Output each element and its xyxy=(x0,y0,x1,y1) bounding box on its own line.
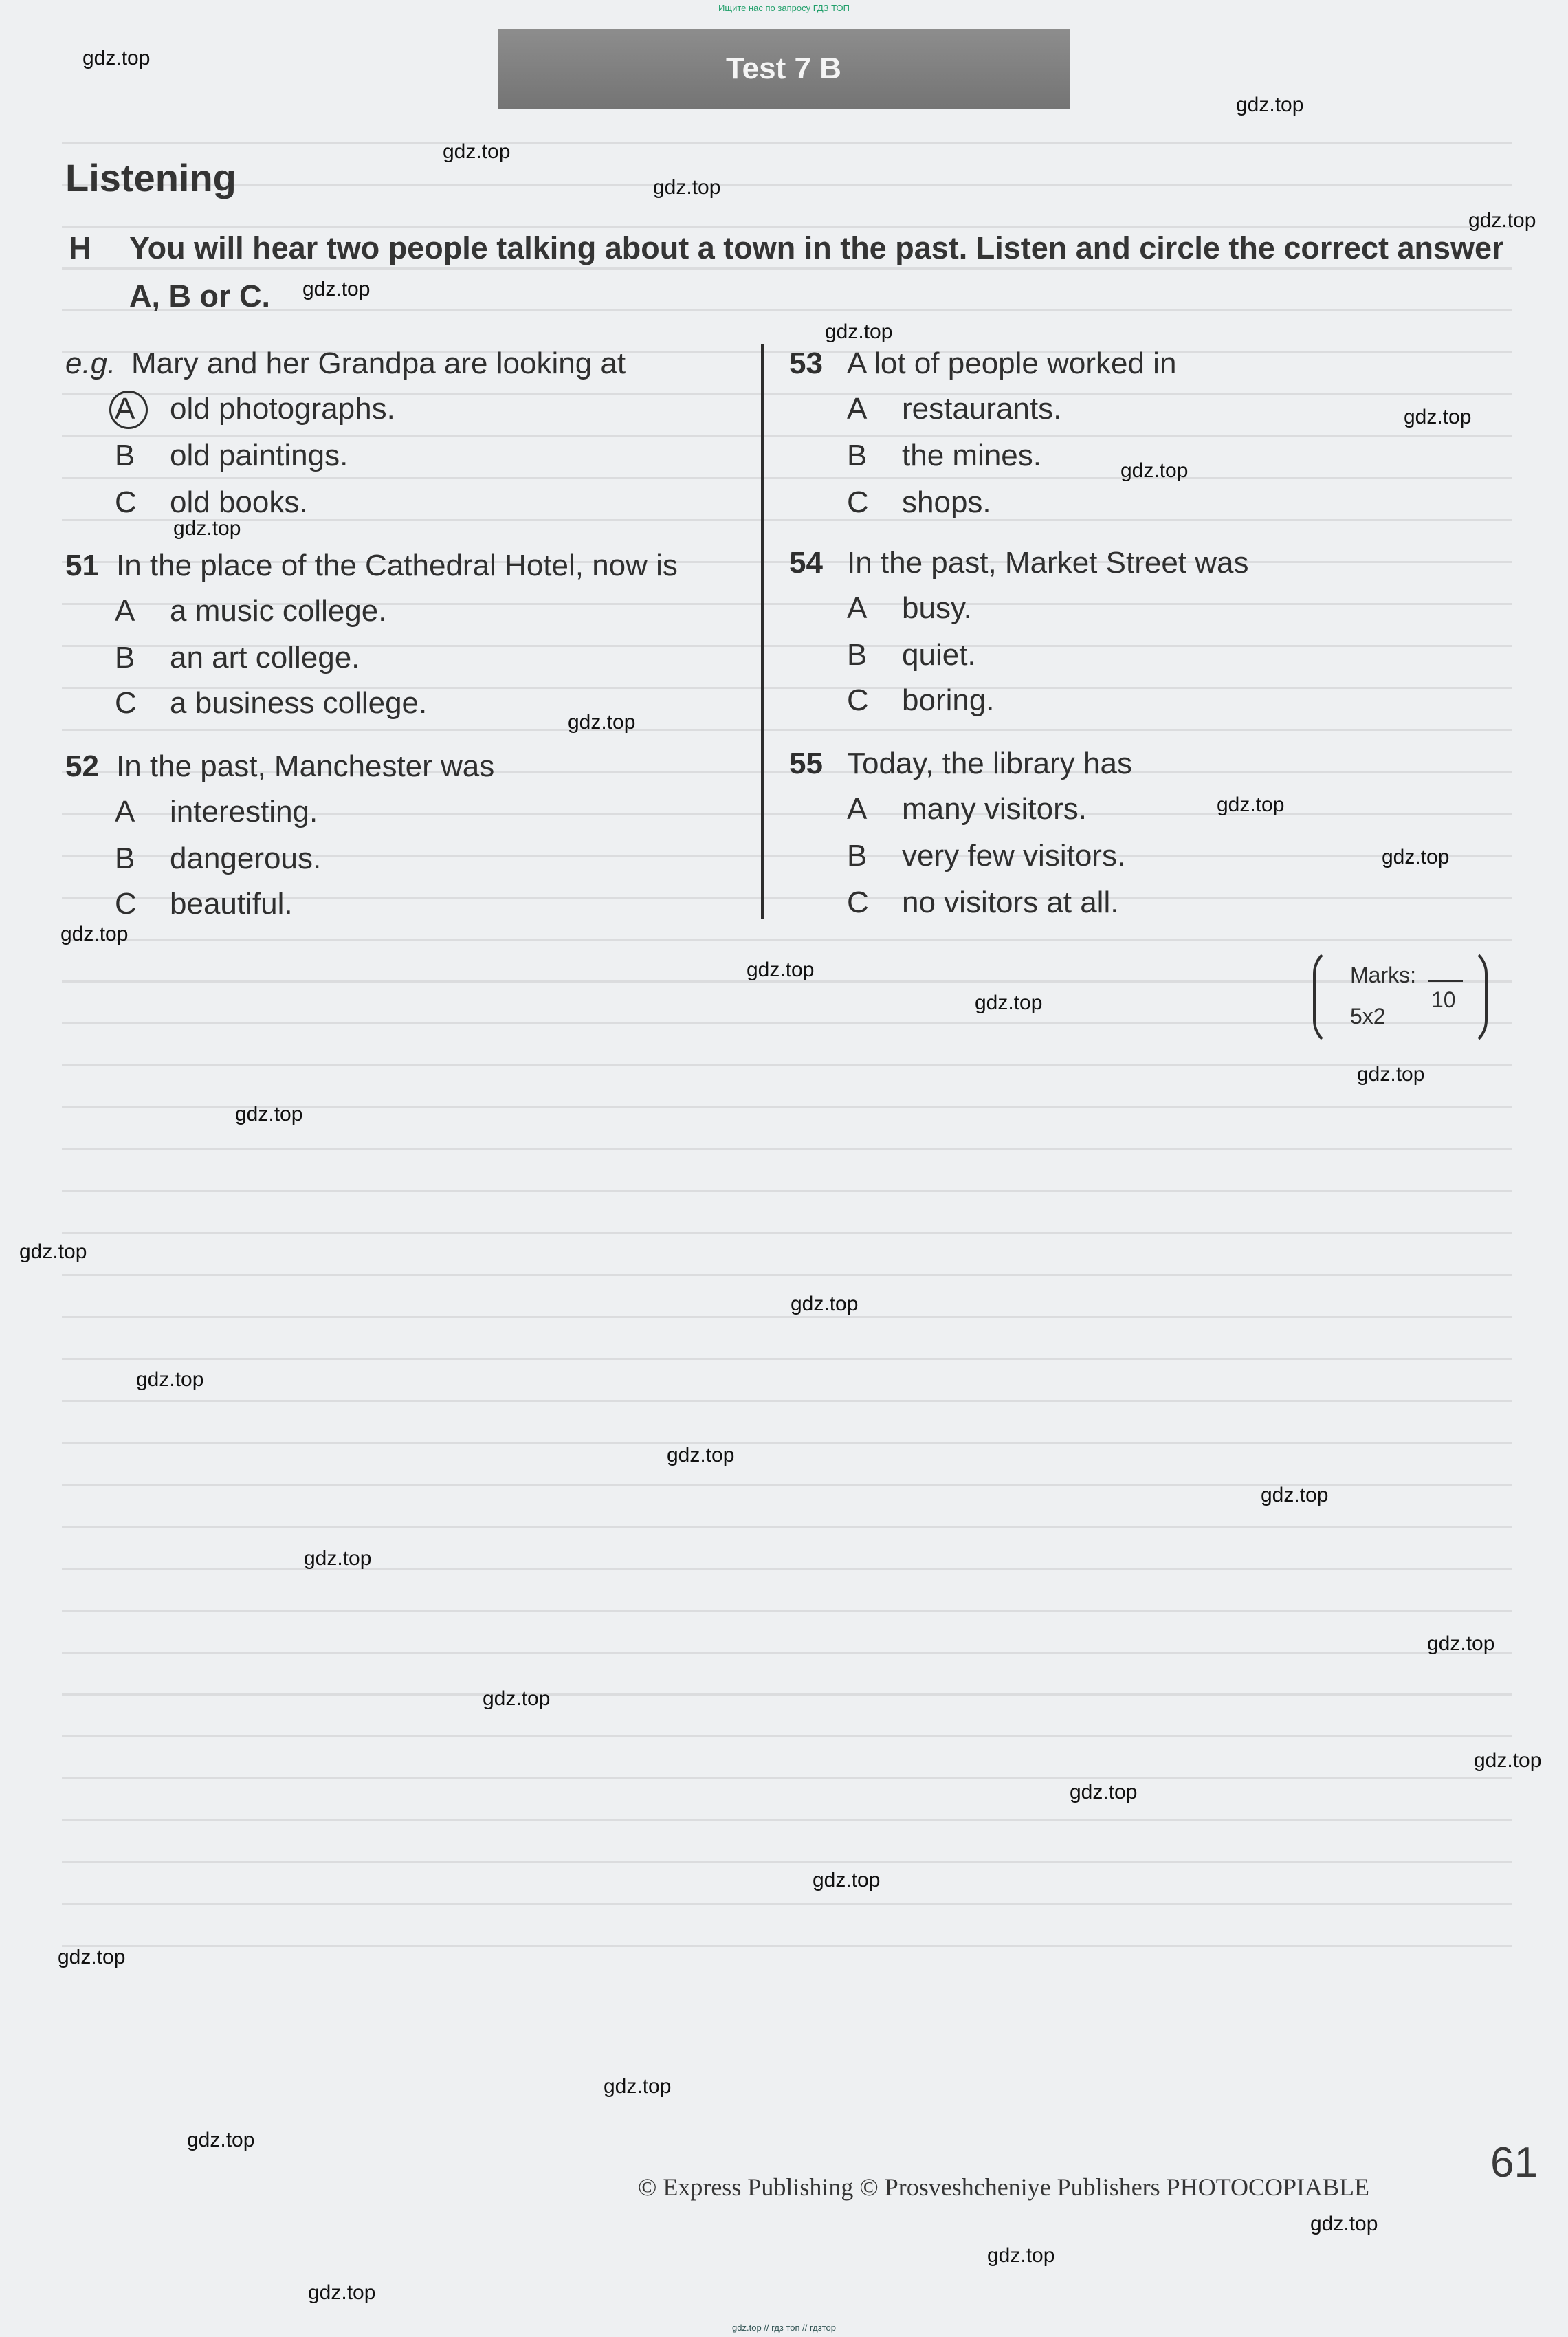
option-text: boring. xyxy=(902,683,995,717)
marks-total: 10 xyxy=(1431,987,1456,1012)
question-number: 51 xyxy=(65,549,99,582)
watermark: gdz.top xyxy=(173,517,241,540)
watermark: gdz.top xyxy=(1070,1781,1138,1803)
option-text: beautiful. xyxy=(170,887,293,921)
option-letter: C xyxy=(115,686,137,720)
question-stem: A lot of people worked in xyxy=(847,347,1177,380)
watermark: gdz.top xyxy=(747,958,815,981)
watermark: gdz.top xyxy=(604,2075,672,2098)
watermark: gdz.top xyxy=(791,1293,859,1315)
question-number: 52 xyxy=(65,749,99,783)
watermark: gdz.top xyxy=(304,1547,372,1570)
watermark: gdz.top xyxy=(19,1240,87,1263)
task-text: You will hear two people talking about a town in the past. Listen and circle the correct answer A, B or C. xyxy=(129,230,1504,314)
option-letter: A xyxy=(115,392,135,426)
section-title: Listening xyxy=(65,156,236,199)
copyright-footer: © Express Publishing © Prosveshcheniye Publishers PHOTOCOPIABLE xyxy=(638,2173,1370,2201)
option-letter: B xyxy=(847,638,868,672)
test-title-bar xyxy=(498,29,1070,109)
watermark: gdz.top xyxy=(1404,406,1472,428)
watermark: gdz.top xyxy=(308,2281,376,2304)
task-letter: H xyxy=(69,230,91,265)
option-text: restaurants. xyxy=(902,392,1062,426)
option-text: dangerous. xyxy=(170,842,322,875)
watermark: gdz.top xyxy=(667,1444,735,1467)
marks-box xyxy=(1313,946,1488,1042)
question-stem: Mary and her Grandpa are looking at xyxy=(131,347,626,380)
option-letter: A xyxy=(115,795,135,829)
question-number: 54 xyxy=(789,546,823,580)
option-letter: A xyxy=(847,392,868,426)
watermark: gdz.top xyxy=(235,1103,303,1126)
watermark: gdz.top xyxy=(568,711,636,734)
option-letter: C xyxy=(115,485,137,519)
watermark: gdz.top xyxy=(483,1687,551,1710)
watermark: gdz.top xyxy=(1427,1632,1495,1655)
option-text: many visitors. xyxy=(902,792,1087,826)
option-letter: A xyxy=(847,591,868,625)
right-bracket xyxy=(1457,946,1488,1048)
option-letter: B xyxy=(115,439,135,472)
watermark: gdz.top xyxy=(187,2129,255,2151)
option-letter: B xyxy=(115,842,135,875)
option-text: shops. xyxy=(902,485,991,519)
watermark: gdz.top xyxy=(136,1368,204,1391)
option-text: no visitors at all. xyxy=(902,886,1119,919)
watermark: gdz.top xyxy=(58,1946,126,1968)
watermark: gdz.top xyxy=(1357,1063,1425,1086)
option-letter: C xyxy=(115,887,137,921)
page-number: 61 xyxy=(1490,2139,1538,2186)
marks-calculation: 5x2 xyxy=(1350,1004,1386,1029)
option-text: quiet. xyxy=(902,638,976,672)
left-bracket xyxy=(1313,946,1343,1048)
marks-label: Marks: xyxy=(1350,963,1416,987)
option-letter: C xyxy=(847,886,869,919)
top-search-note: Ищите нас по запросу ГДЗ ТОП xyxy=(718,3,850,13)
watermark: gdz.top xyxy=(1474,1749,1542,1772)
bottom-note: gdz.top // гдз топ // гдзтор xyxy=(732,2323,836,2333)
watermark: gdz.top xyxy=(1217,793,1285,816)
option-letter: B xyxy=(115,641,135,674)
column-divider xyxy=(761,344,764,919)
option-letter: C xyxy=(847,485,869,519)
watermark: gdz.top xyxy=(60,923,129,945)
watermark: gdz.top xyxy=(1261,1484,1329,1506)
option-text: very few visitors. xyxy=(902,839,1126,873)
watermark: gdz.top xyxy=(1468,209,1536,232)
option-text: old books. xyxy=(170,485,308,519)
watermark: gdz.top xyxy=(1310,2213,1378,2235)
question-number: 53 xyxy=(789,347,823,380)
option-text: a business college. xyxy=(170,686,428,720)
option-text: busy. xyxy=(902,591,972,625)
watermark: gdz.top xyxy=(653,176,721,199)
option-text: a music college. xyxy=(170,594,387,628)
watermark: gdz.top xyxy=(975,991,1043,1014)
question-number: e.g. xyxy=(65,347,116,380)
watermark: gdz.top xyxy=(1382,846,1450,868)
watermark: gdz.top xyxy=(1236,94,1304,116)
watermark: gdz.top xyxy=(443,140,511,163)
watermark: gdz.top xyxy=(82,47,151,69)
question-stem: Today, the library has xyxy=(847,747,1132,780)
question-stem: In the place of the Cathedral Hotel, now is xyxy=(116,549,678,582)
watermark: gdz.top xyxy=(1120,459,1189,482)
question-number: 55 xyxy=(789,747,823,780)
option-letter: C xyxy=(847,683,869,717)
marks-blank[interactable] xyxy=(1428,980,1463,982)
watermark: gdz.top xyxy=(813,1869,881,1891)
test-title: Test 7 B xyxy=(726,52,841,85)
option-text: old photographs. xyxy=(170,392,395,426)
option-text: old paintings. xyxy=(170,439,349,472)
option-text: an art college. xyxy=(170,641,360,674)
question-stem: In the past, Manchester was xyxy=(116,749,495,783)
watermark: gdz.top xyxy=(987,2244,1055,2267)
option-letter: B xyxy=(847,839,868,873)
option-letter: A xyxy=(847,792,868,826)
watermark: gdz.top xyxy=(825,320,893,343)
watermark: gdz.top xyxy=(302,278,371,300)
option-letter: A xyxy=(115,594,135,628)
option-text: interesting. xyxy=(170,795,318,829)
option-text: the mines. xyxy=(902,439,1041,472)
option-letter: B xyxy=(847,439,868,472)
question-stem: In the past, Market Street was xyxy=(847,546,1249,580)
